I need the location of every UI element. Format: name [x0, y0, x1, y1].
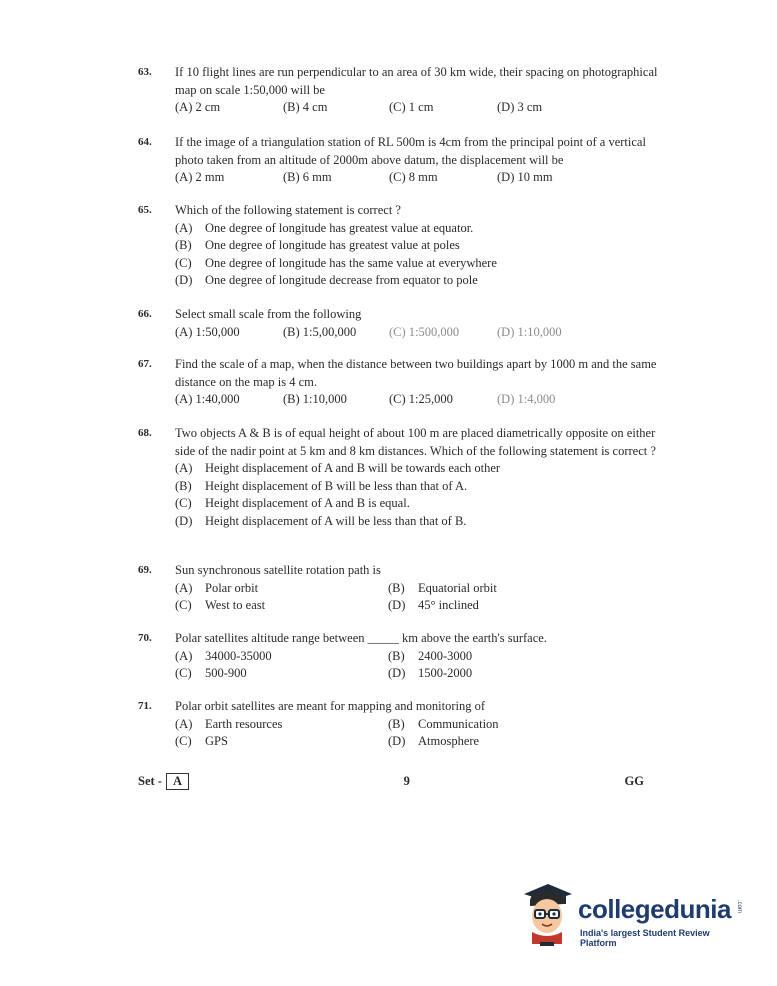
question-71 [138, 698, 658, 751]
question-stem: Which of the following statement is correct ? [175, 203, 401, 217]
option-a: (A) 2 cm [175, 100, 221, 114]
option-d: (D) Height displacement of A will be less than that of B. [175, 513, 467, 528]
logo-wordmark: collegedunia [578, 894, 731, 924]
option-b: (B) 6 mm [283, 170, 332, 184]
option-c: (C) 1 cm [389, 100, 434, 114]
question-number: 65. [138, 204, 152, 216]
option-a: (A) Height displacement of A and B will be towards each other [175, 461, 501, 475]
option-a: (A) One degree of longitude has greatest value at equator. [175, 220, 474, 235]
question-70 [138, 630, 658, 683]
option-c: (C) One degree of longitude has the same value at everywhere [175, 255, 497, 270]
option-b: (B) 1:5,00,000 [283, 324, 357, 339]
question-number: 64. [138, 136, 152, 148]
option-a: (A) 1:40,000 [175, 392, 240, 406]
option-d: (D) One degree of longitude decrease from equator to pole [175, 273, 478, 287]
option-a: (A) 1:50,000 [175, 324, 240, 339]
question-64 [138, 134, 658, 187]
option-a: (A) 2 mm [175, 170, 225, 184]
set-box: A [166, 773, 189, 790]
option-b: (B) Communication [388, 716, 499, 731]
paper-code: GG [624, 774, 644, 788]
question-stem: If the image of a triangulation station of RL 500m is 4cm from the principal point of a vertical photo taken from an altitude of 2000m above datum, the displacement will be [175, 135, 646, 167]
option-b: (B) One degree of longitude has greatest value at poles [175, 238, 460, 252]
question-number: 70. [138, 632, 152, 644]
option-c: (C) West to east [175, 598, 266, 612]
option-c: (C) 500-900 [175, 666, 247, 680]
page-footer [138, 773, 644, 790]
question-number: 69. [138, 564, 152, 576]
question-66 [138, 306, 658, 341]
question-stem: Polar satellites altitude range between _____ km above the earth's surface. [175, 631, 547, 645]
question-stem: Sun synchronous satellite rotation path is [175, 563, 381, 577]
mascot-icon [518, 880, 576, 948]
question-number: 66. [138, 308, 152, 320]
question-stem: If 10 flight lines are run perpendicular to an area of 30 km wide, their spacing on photographical map on scale 1:50,000 will be [175, 65, 658, 97]
option-b: (B) 1:10,000 [283, 392, 347, 406]
option-c: (C) GPS [175, 734, 228, 748]
question-number: 68. [138, 427, 152, 439]
option-d: (D) 1:10,000 [497, 324, 562, 339]
option-a: (A) Polar orbit [175, 580, 259, 595]
question-69 [138, 562, 658, 615]
option-d: (D) 1500-2000 [388, 666, 473, 680]
question-stem: Find the scale of a map, when the distance between two buildings apart by 1000 m and the same distance on the map is 4 cm. [175, 357, 657, 389]
option-c: (C) 1:25,000 [389, 392, 453, 406]
logo-tagline: India's largest Student Review Platform [580, 928, 710, 948]
logo-domain-suffix: .com [736, 900, 742, 914]
question-68 [138, 425, 658, 530]
question-67 [138, 356, 658, 409]
option-b: (B) 2400-3000 [388, 648, 473, 663]
option-b: (B) Height displacement of B will be less than that of A. [175, 478, 468, 493]
option-b: (B) Equatorial orbit [388, 580, 497, 595]
option-d: (D) 1:4,000 [497, 392, 556, 406]
collegedunia-logo [518, 880, 748, 950]
set-indicator: Set - A [138, 773, 189, 790]
option-c: (C) Height displacement of A and B is equal. [175, 496, 410, 510]
option-d: (D) Atmosphere [388, 734, 480, 748]
question-65 [138, 202, 658, 290]
question-number: 71. [138, 700, 152, 712]
question-number: 63. [138, 66, 152, 78]
question-stem: Select small scale from the following [175, 307, 362, 321]
question-63 [138, 64, 658, 117]
question-stem: Polar orbit satellites are meant for mapping and monitoring of [175, 699, 485, 713]
option-a: (A) 34000-35000 [175, 648, 272, 663]
option-d: (D) 45° inclined [388, 598, 479, 612]
page-number: 9 [403, 774, 410, 788]
option-d: (D) 10 mm [497, 170, 553, 184]
option-b: (B) 4 cm [283, 100, 328, 114]
question-stem: Two objects A & B is of equal height of about 100 m are placed diametrically opposite on either side of the nadir point at 5 km and 8 km distances. Which of the following statement is correct ? [175, 426, 656, 458]
option-a: (A) Earth resources [175, 716, 283, 731]
option-c: (C) 8 mm [389, 170, 438, 184]
option-c: (C) 1:500,000 [389, 324, 460, 339]
option-d: (D) 3 cm [497, 100, 543, 114]
question-number: 67. [138, 358, 152, 370]
